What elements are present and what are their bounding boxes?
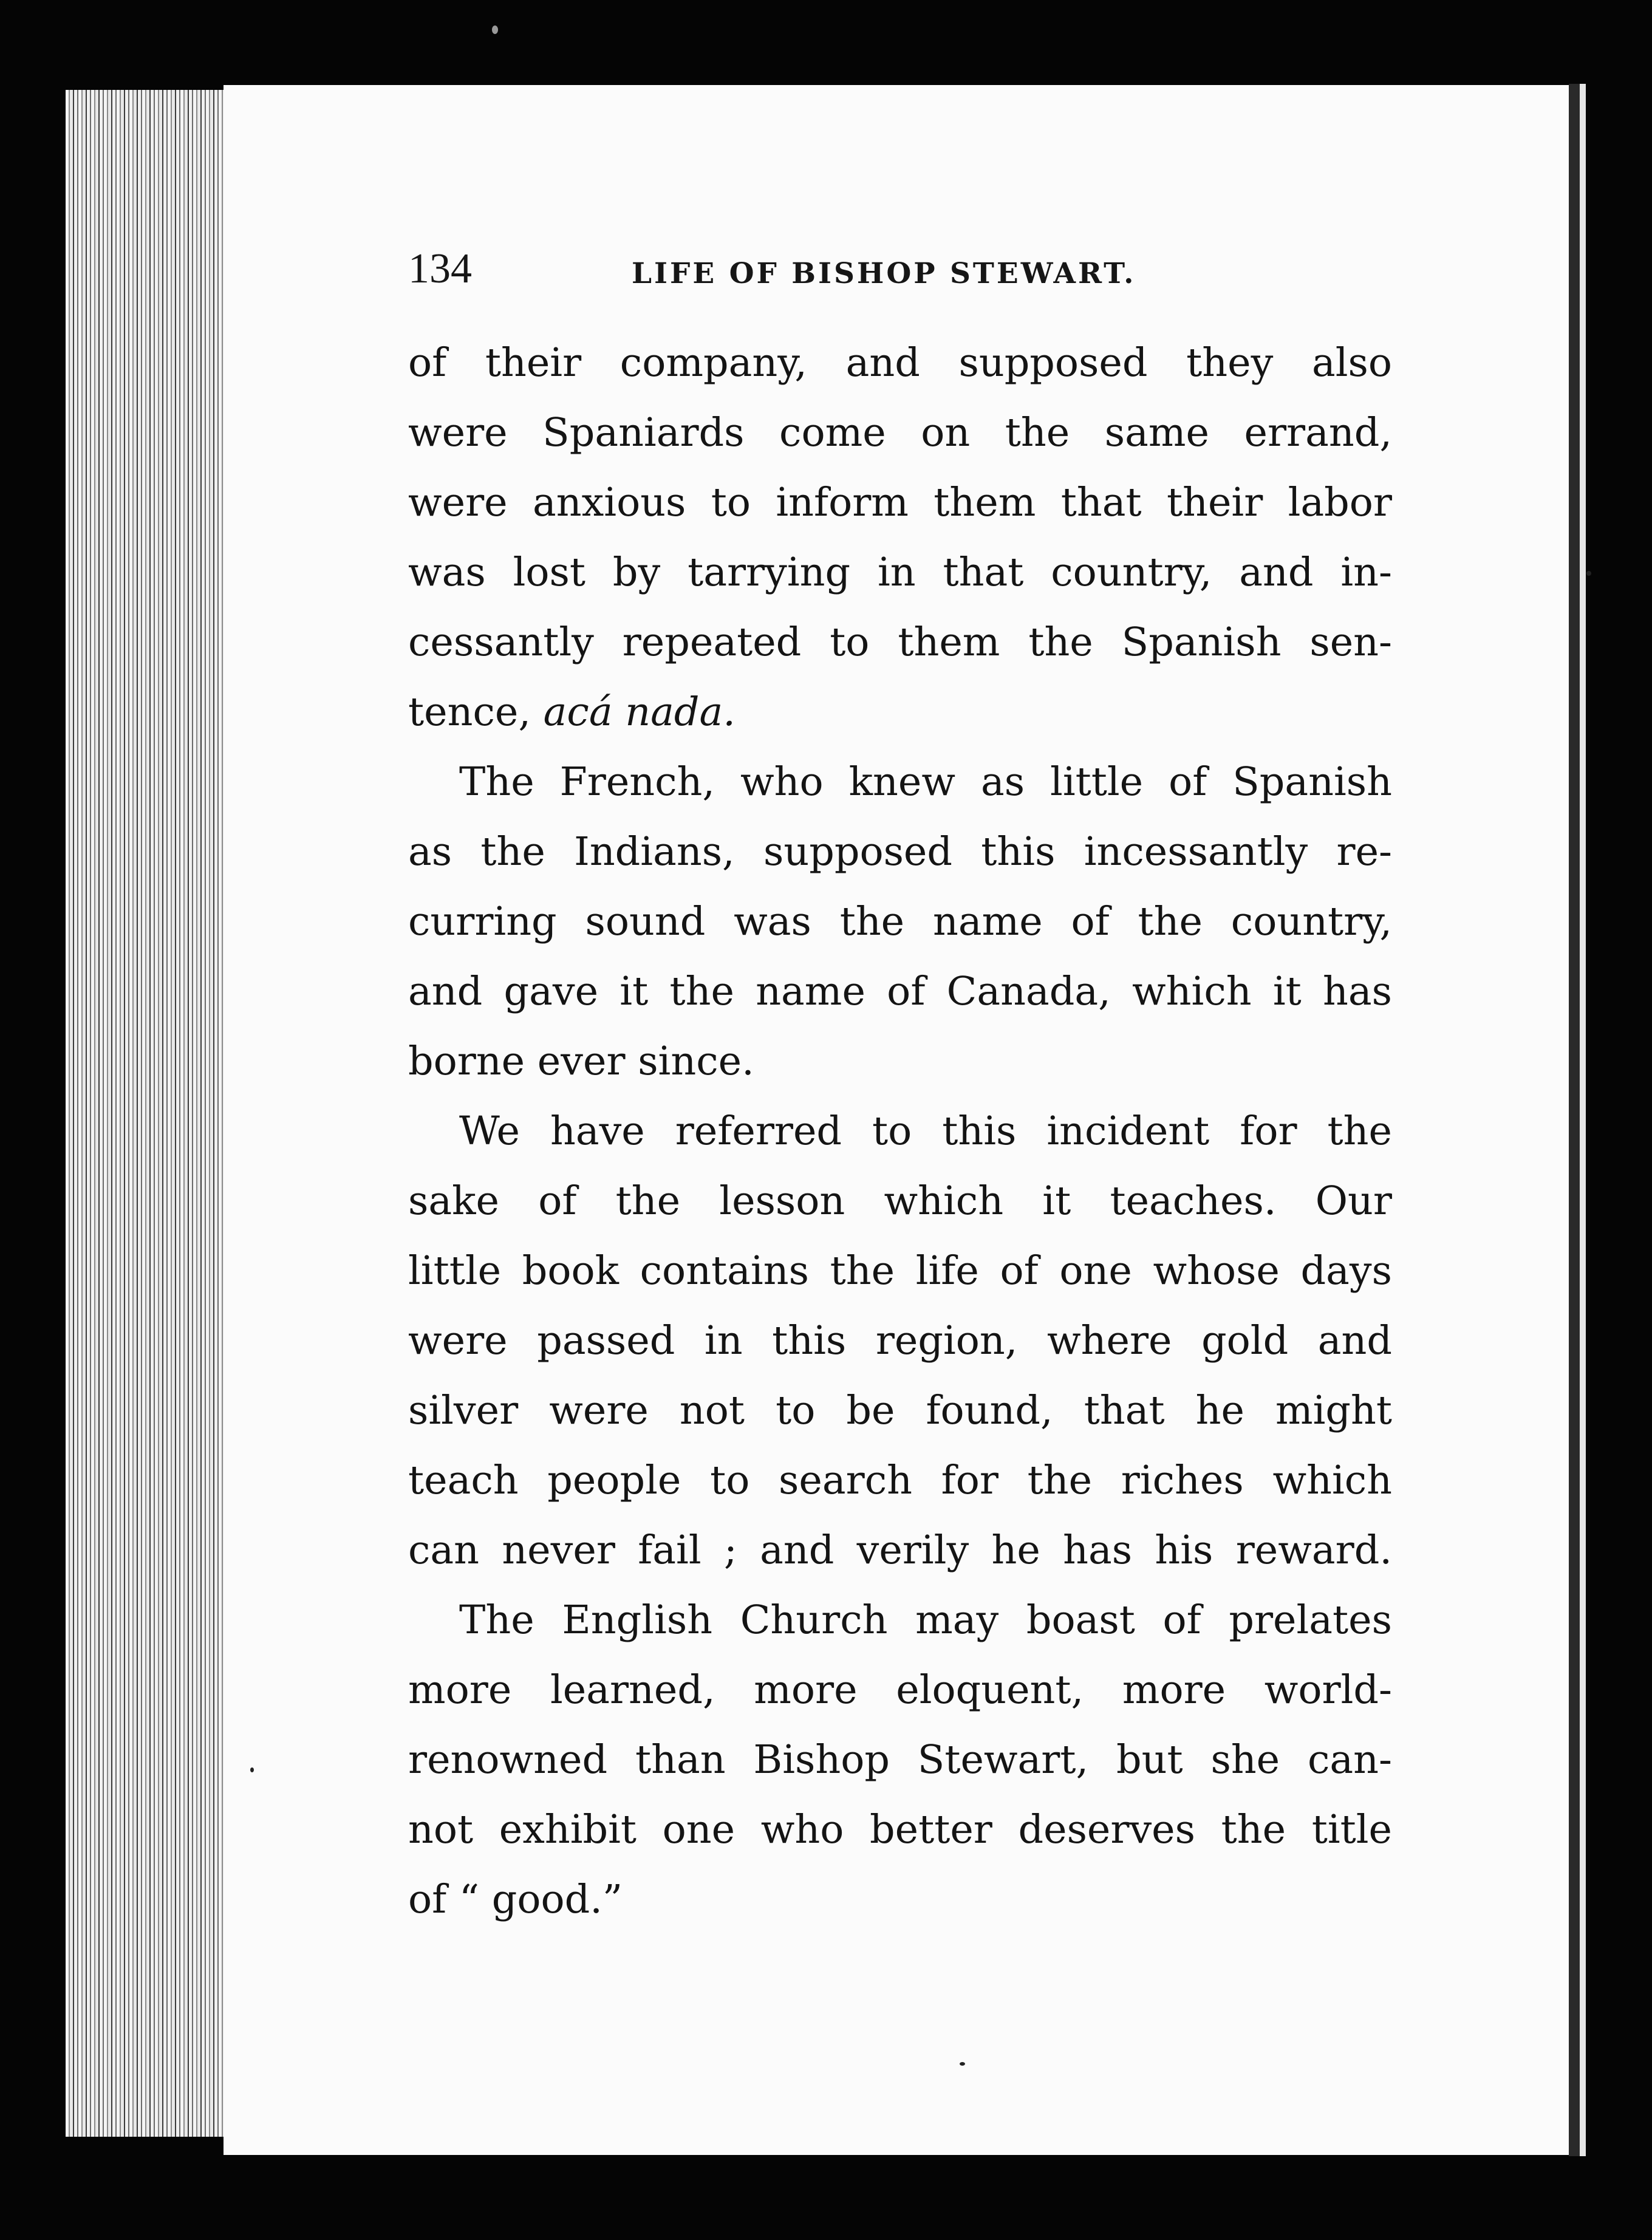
text-line: can never fail ; and verily he has his reward. <box>408 1528 1392 1573</box>
text-line: was lost by tarrying in that country, and in- <box>408 550 1392 595</box>
text-line: little book contains the life of one whose days <box>408 1248 1392 1294</box>
text-line: were Spaniards come on the same errand, <box>408 410 1392 456</box>
scan-speck <box>250 1767 254 1772</box>
scan-speck <box>492 26 498 34</box>
text-line: The English Church may boast of prelates <box>459 1597 1392 1643</box>
text-line: curring sound was the name of the country, <box>408 899 1392 944</box>
italic-phrase: acá nada. <box>543 689 736 735</box>
book-gutter-edge <box>1569 84 1580 2156</box>
text-line <box>408 679 1392 746</box>
text-line: renowned than Bishop Stewart, but she can- <box>408 1737 1392 1783</box>
text-line: sake of the lesson which it teaches. Our <box>408 1178 1392 1224</box>
page-header <box>408 242 1392 296</box>
text-line: as the Indians, supposed this incessantly re- <box>408 829 1392 875</box>
text-line: not exhibit one who better deserves the title <box>408 1807 1392 1852</box>
scan-speck <box>1586 571 1591 576</box>
text-line: were anxious to inform them that their labor <box>408 480 1392 525</box>
text-line: of their company, and supposed they also <box>408 340 1392 386</box>
running-title: LIFE OF BISHOP STEWART. <box>632 257 1136 290</box>
text-line: teach people to search for the riches which <box>408 1458 1392 1503</box>
text-line: of “ good.” <box>408 1877 623 1922</box>
text-line: borne ever since. <box>408 1039 754 1084</box>
text-line: The French, who knew as little of Spanish <box>459 759 1392 805</box>
book-page-edges <box>66 90 225 2137</box>
scan-speck <box>960 2062 965 2066</box>
text-line: silver were not to be found, that he might <box>408 1388 1392 1433</box>
text-line: We have referred to this incident for the <box>459 1108 1392 1154</box>
text-line: more learned, more eloquent, more world- <box>408 1667 1392 1713</box>
text-line: and gave it the name of Canada, which it has <box>408 969 1392 1014</box>
facing-page-edge <box>1580 84 1586 2156</box>
page-number: 134 <box>408 245 472 292</box>
text-line: cessantly repeated to them the Spanish sen- <box>408 620 1392 665</box>
text-line: were passed in this region, where gold and <box>408 1318 1392 1364</box>
text-span: tence, <box>408 689 544 735</box>
